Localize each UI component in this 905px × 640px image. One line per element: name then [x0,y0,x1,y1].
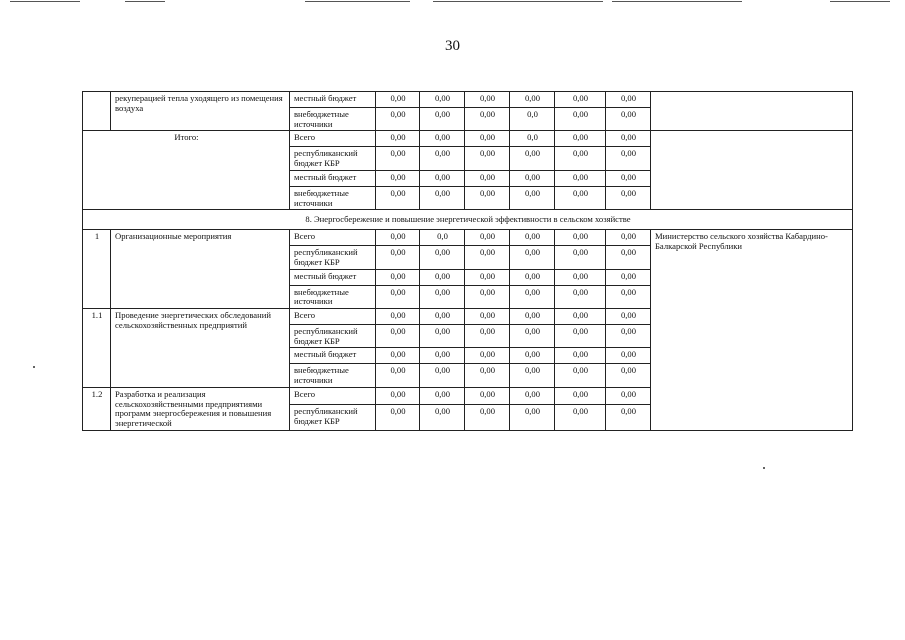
value-cell: 0,00 [510,170,555,186]
value-cell: 0,00 [376,285,420,308]
value-cell: 0,00 [606,405,651,430]
value-cell: 0,00 [555,348,606,364]
value-cell: 0,00 [376,230,420,246]
value-cell: 0,00 [376,364,420,387]
value-cell: 0,00 [510,186,555,209]
table-row [83,131,853,147]
measure-number: 1.2 [83,387,111,430]
budget-table [82,91,853,431]
value-cell: 0,00 [606,309,651,325]
value-cell: 0,00 [420,170,465,186]
value-cell: 0,00 [376,269,420,285]
value-cell: 0,00 [606,387,651,404]
value-cell: 0,0 [510,131,555,147]
value-cell: 0,00 [465,92,510,108]
value-cell: 0,00 [376,309,420,325]
section-title: 8. Энергосбережение и повышение энергетической эффективности в сельском хозяйстве [83,210,853,230]
value-cell: 0,00 [510,309,555,325]
value-cell: 0,00 [555,246,606,269]
measure-number: 1 [83,230,111,309]
value-cell: 0,00 [465,309,510,325]
value-cell: 0,00 [376,131,420,147]
value-cell: 0,00 [465,186,510,209]
value-cell: 0,00 [465,230,510,246]
value-cell: 0,00 [465,387,510,404]
value-cell: 0,00 [420,405,465,430]
value-cell: 0,00 [420,92,465,108]
value-cell: 0,00 [606,92,651,108]
scan-artifact [612,1,742,2]
measure-number: 1.1 [83,309,111,388]
value-cell: 0,00 [420,269,465,285]
value-cell: 0,00 [465,246,510,269]
measure-description: рекуперацией тепла уходящего из помещения воздуха [111,92,290,131]
funding-source: Всего [290,230,376,246]
value-cell: 0,00 [465,405,510,430]
executor-cell: Министерство сельского хозяйства Кабардино-Балкарской Республики [651,230,853,430]
value-cell: 0,00 [606,285,651,308]
value-cell: 0,00 [555,108,606,131]
value-cell: 0,00 [465,325,510,348]
funding-source: Всего [290,387,376,404]
page-number: 30 [445,38,460,54]
value-cell: 0,0 [510,108,555,131]
value-cell: 0,00 [555,92,606,108]
funding-source: республиканский бюджет КБР [290,246,376,269]
funding-source: местный бюджет [290,170,376,186]
value-cell: 0,0 [420,230,465,246]
value-cell: 0,00 [606,147,651,170]
scan-artifact [10,1,80,2]
value-cell: 0,00 [376,246,420,269]
value-cell: 0,00 [376,325,420,348]
value-cell: 0,00 [510,147,555,170]
value-cell: 0,00 [510,230,555,246]
funding-source: внебюджетные источники [290,108,376,131]
value-cell: 0,00 [376,147,420,170]
value-cell: 0,00 [420,285,465,308]
value-cell: 0,00 [465,170,510,186]
value-cell: 0,00 [510,348,555,364]
value-cell: 0,00 [465,131,510,147]
value-cell: 0,00 [420,309,465,325]
value-cell: 0,00 [606,108,651,131]
value-cell: 0,00 [376,348,420,364]
value-cell: 0,00 [465,364,510,387]
funding-source: местный бюджет [290,269,376,285]
value-cell: 0,00 [606,230,651,246]
executor-cell [651,92,853,131]
value-cell: 0,00 [376,405,420,430]
value-cell: 0,00 [465,269,510,285]
value-cell: 0,00 [465,147,510,170]
funding-source: республиканский бюджет КБР [290,405,376,430]
funding-source: местный бюджет [290,92,376,108]
value-cell: 0,00 [420,246,465,269]
total-label: Итого: [83,131,290,210]
value-cell: 0,00 [420,108,465,131]
value-cell: 0,00 [555,285,606,308]
value-cell: 0,00 [465,108,510,131]
scan-speck [763,467,765,469]
funding-source: Всего [290,131,376,147]
measure-title: Проведение энергетических обследований сельскохозяйственных предприятий [111,309,290,388]
value-cell: 0,00 [510,387,555,404]
funding-source: республиканский бюджет КБР [290,147,376,170]
value-cell: 0,00 [555,405,606,430]
table-row [83,92,853,108]
value-cell: 0,00 [420,348,465,364]
measure-title: Разработка и реализация сельскохозяйственными предприятиями программ энергосбережения и повышения энергетической [111,387,290,430]
value-cell: 0,00 [510,92,555,108]
value-cell: 0,00 [606,364,651,387]
section-header-row [83,210,853,230]
value-cell: 0,00 [510,364,555,387]
table-row [83,230,853,246]
row-number-cell [83,92,111,131]
value-cell: 0,00 [555,170,606,186]
value-cell: 0,00 [420,364,465,387]
funding-source: Всего [290,309,376,325]
value-cell: 0,00 [555,269,606,285]
value-cell: 0,00 [376,170,420,186]
value-cell: 0,00 [420,186,465,209]
funding-source: внебюджетные источники [290,186,376,209]
value-cell: 0,00 [606,269,651,285]
table-body [83,92,853,431]
value-cell: 0,00 [376,108,420,131]
value-cell: 0,00 [420,387,465,404]
scan-artifact [125,1,165,2]
value-cell: 0,00 [606,348,651,364]
value-cell: 0,00 [555,131,606,147]
value-cell: 0,00 [465,285,510,308]
value-cell: 0,00 [510,246,555,269]
funding-source: республиканский бюджет КБР [290,325,376,348]
value-cell: 0,00 [606,325,651,348]
funding-source: внебюджетные источники [290,364,376,387]
funding-source: местный бюджет [290,348,376,364]
executor-cell [651,131,853,210]
value-cell: 0,00 [420,147,465,170]
value-cell: 0,00 [376,92,420,108]
value-cell: 0,00 [510,269,555,285]
value-cell: 0,00 [555,309,606,325]
value-cell: 0,00 [420,131,465,147]
scan-artifact [305,1,410,2]
value-cell: 0,00 [510,325,555,348]
value-cell: 0,00 [606,186,651,209]
value-cell: 0,00 [510,405,555,430]
value-cell: 0,00 [555,325,606,348]
value-cell: 0,00 [555,230,606,246]
funding-source: внебюджетные источники [290,285,376,308]
value-cell: 0,00 [376,387,420,404]
value-cell: 0,00 [555,387,606,404]
value-cell: 0,00 [555,364,606,387]
value-cell: 0,00 [420,325,465,348]
value-cell: 0,00 [465,348,510,364]
value-cell: 0,00 [555,147,606,170]
value-cell: 0,00 [606,246,651,269]
value-cell: 0,00 [376,186,420,209]
value-cell: 0,00 [510,285,555,308]
measure-title: Организационные мероприятия [111,230,290,309]
value-cell: 0,00 [606,131,651,147]
value-cell: 0,00 [555,186,606,209]
scan-artifact [433,1,603,2]
value-cell: 0,00 [606,170,651,186]
scan-artifact [830,1,890,2]
scan-speck [33,366,35,368]
